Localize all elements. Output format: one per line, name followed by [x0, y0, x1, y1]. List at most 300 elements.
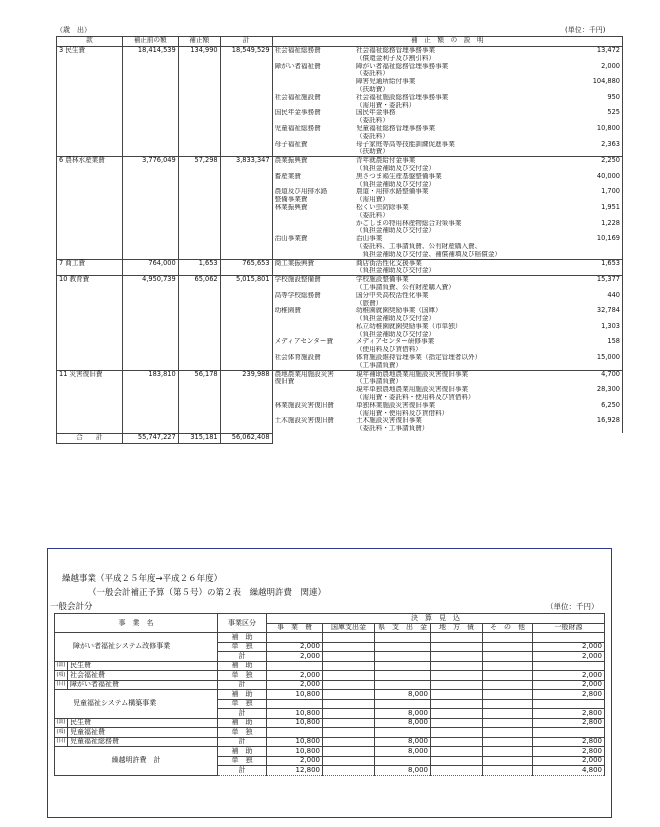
item-description: 青年就農給付金事業 — [355, 157, 416, 165]
item-category — [275, 394, 352, 402]
item-category — [275, 212, 352, 220]
total-sum: 56,062,408 — [220, 433, 272, 443]
item-amount: 2,250 — [601, 157, 620, 165]
class-text: 民生費 — [68, 661, 218, 671]
item-category — [275, 323, 352, 331]
kubun-label: 計 — [218, 737, 267, 747]
budget-row — [57, 259, 623, 276]
item-description: 体育施設維持管理事業（指定管理者以外） — [355, 354, 482, 362]
row-total: 5,015,801 — [220, 276, 272, 371]
value-cell: 8,000 — [375, 737, 431, 747]
item-amount: 4,700 — [601, 370, 620, 378]
item-category — [275, 220, 352, 228]
row-total: 18,549,529 — [220, 47, 272, 157]
value-cell — [375, 633, 431, 643]
value-cell — [431, 652, 483, 662]
item-category: 農地農業用施設災害 — [274, 370, 334, 378]
item-description: （需用費） — [355, 196, 389, 204]
item-description: （使用料及び賃借料） — [355, 346, 422, 354]
value-cell — [323, 642, 375, 652]
unit-label: (単位：千円) — [565, 26, 606, 34]
value-cell — [267, 728, 323, 738]
item-category — [275, 331, 352, 339]
item-description: （負担金補助及び交付金） — [355, 315, 436, 323]
item-category — [275, 267, 352, 275]
class-tag: (款) — [55, 718, 68, 728]
item-amount: 10,169 — [596, 235, 620, 243]
row-descriptions — [354, 47, 572, 157]
header-jigyo: 事 業 名 — [55, 614, 218, 633]
classification-row — [55, 661, 605, 671]
value-cell — [323, 690, 375, 700]
total-before: 55,747,227 — [122, 433, 178, 443]
item-category — [275, 284, 352, 292]
value-cell — [483, 756, 533, 766]
item-category — [275, 55, 352, 63]
header-col: そ の 他 — [483, 623, 533, 633]
item-category: 農業振興費 — [274, 157, 308, 165]
kubun-label: 補 助 — [218, 661, 267, 671]
class-tag: (目) — [55, 737, 68, 747]
kubun-label: 計 — [218, 680, 267, 690]
project-name: 児童福祉システム構築事業 — [55, 690, 218, 719]
item-category: 高等学校総務費 — [274, 291, 321, 299]
class-tag: (目) — [55, 680, 68, 690]
item-description: 社会福祉総務管理事務事業 — [355, 47, 436, 54]
carryover-title: 繰越事業（平成２５年度→平成２６年度） — [62, 574, 223, 584]
item-description: （委託料） — [355, 211, 389, 219]
item-description: 母子家庭等高等技能訓練促進事業 — [355, 140, 455, 148]
total-row — [57, 433, 623, 443]
value-cell: 10,800 — [267, 747, 323, 757]
kubun-label: 単 独 — [218, 728, 267, 738]
item-category — [275, 251, 352, 259]
item-description: （需用費・使用料及び賃借料） — [355, 409, 449, 417]
row-amounts — [572, 259, 623, 276]
budget-row — [57, 370, 623, 433]
value-cell — [323, 709, 375, 719]
item-amount: 6,250 — [601, 401, 620, 409]
item-amount — [574, 251, 620, 259]
value-cell — [323, 718, 375, 728]
row-categories — [272, 259, 354, 276]
value-cell — [375, 756, 431, 766]
item-amount — [574, 284, 620, 292]
item-category: 整備事業費 — [274, 196, 308, 204]
value-cell: 2,000 — [533, 652, 605, 662]
item-category: 土木施設災害復旧費 — [274, 417, 334, 425]
item-category: 復旧費 — [274, 378, 295, 386]
header-col: 県 支 出 金 — [375, 623, 431, 633]
value-cell — [431, 728, 483, 738]
value-cell — [483, 671, 533, 681]
item-category — [275, 133, 352, 141]
item-amount: 104,880 — [592, 78, 620, 86]
classification-row — [55, 671, 605, 681]
row-kan: 7 商工費 — [57, 259, 123, 276]
value-cell — [323, 680, 375, 690]
value-cell: 8,000 — [375, 747, 431, 757]
row-change: 65,062 — [178, 276, 220, 371]
item-description: 治山事業 — [355, 235, 383, 243]
row-before: 18,414,539 — [122, 47, 178, 157]
row-change: 56,178 — [178, 370, 220, 433]
item-category: 母子福祉費 — [274, 140, 308, 148]
value-cell — [533, 633, 605, 643]
item-category — [275, 346, 352, 354]
row-kan: 11 災害復旧費 — [57, 370, 123, 433]
value-cell — [375, 671, 431, 681]
row-amounts — [572, 370, 623, 433]
item-description: 負担金補助及び交付金、補償補填及び賠償金） — [355, 250, 502, 258]
row-categories — [272, 370, 354, 433]
value-cell — [483, 728, 533, 738]
item-amount — [574, 133, 620, 141]
item-amount — [574, 394, 620, 402]
project-row — [55, 690, 605, 700]
kubun-label: 単 独 — [218, 756, 267, 766]
value-cell — [431, 671, 483, 681]
item-category: 児童福祉総務費 — [274, 124, 321, 132]
item-amount — [574, 102, 620, 110]
item-amount — [574, 315, 620, 323]
item-category: 幼稚園費 — [274, 307, 301, 315]
budget-row — [57, 157, 623, 259]
item-amount — [574, 148, 620, 156]
value-cell — [323, 661, 375, 671]
item-description: （負担金補助及び交付金） — [355, 164, 436, 172]
item-description: 学校施設整備事業 — [355, 276, 409, 284]
item-amount — [574, 86, 620, 94]
item-amount — [574, 267, 620, 275]
value-cell — [483, 680, 533, 690]
value-cell — [431, 756, 483, 766]
item-amount: 28,300 — [596, 386, 620, 394]
item-description: （委託料・工事請負費） — [355, 425, 429, 433]
item-amount: 1,700 — [601, 188, 620, 196]
item-amount — [574, 227, 620, 235]
item-description: （負担金補助及び交付金） — [355, 267, 436, 275]
value-cell — [323, 699, 375, 709]
item-description: （委託料） — [355, 117, 389, 125]
item-description: （負担金補助及び交付金） — [355, 227, 436, 235]
item-amount: 2,363 — [601, 140, 620, 148]
expenditure-table — [56, 36, 623, 444]
value-cell — [483, 690, 533, 700]
header-description: 補 正 額 の 説 明 — [272, 37, 622, 47]
class-tag: (項) — [55, 728, 68, 738]
item-amount — [574, 410, 620, 418]
budget-row — [57, 276, 623, 371]
item-category — [275, 165, 352, 173]
value-cell: 2,800 — [533, 737, 605, 747]
row-kan: 3 民生費 — [57, 47, 123, 157]
row-total: 765,653 — [220, 259, 272, 276]
item-description: 土木施設災害復旧事業 — [355, 417, 422, 425]
value-cell — [323, 747, 375, 757]
value-cell: 2,800 — [533, 747, 605, 757]
item-amount: 2,000 — [601, 62, 620, 70]
item-description: 国民年金事務 — [355, 109, 396, 117]
item-description: かごしまの特用林産物総合対策事業 — [355, 219, 462, 227]
value-cell: 8,000 — [375, 690, 431, 700]
value-cell: 2,000 — [267, 680, 323, 690]
header-col: 国庫支出金 — [323, 623, 375, 633]
classification-row — [55, 680, 605, 690]
value-cell: 2,000 — [533, 671, 605, 681]
header-col: 一般財源 — [533, 623, 605, 633]
row-total: 239,988 — [220, 370, 272, 433]
value-cell — [533, 699, 605, 709]
row-amounts — [572, 276, 623, 371]
row-before: 3,776,049 — [122, 157, 178, 259]
item-amount — [574, 300, 620, 308]
header-kan: 款 — [57, 37, 123, 47]
value-cell: 10,800 — [267, 690, 323, 700]
item-description: （扶助費） — [355, 85, 389, 93]
value-cell — [375, 642, 431, 652]
carryover-subtitle: （一般会計補正予算（第５号）の第２表 繰越明許費 関連） — [88, 588, 327, 598]
value-cell: 2,000 — [533, 756, 605, 766]
row-kan: 10 教育費 — [57, 276, 123, 371]
item-description: 現年単独農地農業用施設災害復旧事業 — [355, 386, 469, 394]
item-amount: 1,228 — [601, 219, 620, 227]
item-amount: 13,472 — [596, 47, 620, 54]
item-category — [275, 117, 352, 125]
project-name: 障がい者福祉システム改修事業 — [55, 633, 218, 662]
value-cell — [483, 737, 533, 747]
header-col: 事 業 費 — [267, 623, 323, 633]
item-amount: 15,000 — [596, 354, 620, 362]
value-cell — [431, 699, 483, 709]
value-cell: 2,000 — [533, 680, 605, 690]
value-cell — [323, 633, 375, 643]
class-text: 児童福祉費 — [68, 728, 218, 738]
item-category — [275, 243, 352, 251]
value-cell — [267, 699, 323, 709]
carryover-header-row — [55, 614, 605, 624]
value-cell — [483, 661, 533, 671]
value-cell: 4,800 — [533, 766, 605, 776]
kubun-label: 補 助 — [218, 633, 267, 643]
value-cell: 10,800 — [267, 737, 323, 747]
item-amount: 10,800 — [596, 124, 620, 132]
row-categories — [272, 157, 354, 259]
item-category: 学校施設整備費 — [274, 276, 321, 284]
carryover-total-row — [55, 747, 605, 757]
row-before: 764,000 — [122, 259, 178, 276]
item-category — [275, 86, 352, 94]
row-descriptions — [354, 259, 572, 276]
item-description: （工事請負費） — [355, 378, 403, 386]
carryover-unit: （単位：千円） — [546, 602, 599, 611]
item-category — [275, 300, 352, 308]
value-cell — [431, 709, 483, 719]
kubun-label: 補 助 — [218, 690, 267, 700]
value-cell: 8,000 — [375, 766, 431, 776]
value-cell: 8,000 — [375, 718, 431, 728]
row-descriptions — [354, 276, 572, 371]
item-description: （需用費・委託料・使用料及び賃借料） — [355, 394, 475, 402]
item-description: （需用費・委託料） — [355, 101, 416, 109]
value-cell — [375, 680, 431, 690]
budget-row — [57, 47, 623, 157]
item-category: 商工業振興費 — [274, 259, 315, 267]
item-description: 農道・用排水路整備事業 — [355, 188, 429, 196]
item-description: 松くい虫防除事業 — [355, 203, 409, 211]
value-cell: 2,800 — [533, 718, 605, 728]
item-amount: 40,000 — [596, 172, 620, 180]
value-cell: 2,000 — [267, 642, 323, 652]
value-cell: 10,800 — [267, 709, 323, 719]
item-amount — [574, 362, 620, 370]
item-description: 児童福祉総務管理事務事業 — [355, 124, 436, 132]
item-amount — [574, 346, 620, 354]
item-description: （旅費） — [355, 299, 383, 307]
value-cell: 2,000 — [267, 671, 323, 681]
value-cell: 2,800 — [533, 709, 605, 719]
item-description: （委託料、工事請負費、公有財産購入費、 — [355, 242, 482, 250]
kubun-label: 単 独 — [218, 699, 267, 709]
item-description: （工事請負費） — [355, 361, 403, 369]
item-category: 林業振興費 — [274, 203, 308, 211]
item-category — [275, 70, 352, 78]
item-category — [275, 362, 352, 370]
value-cell: 8,000 — [375, 709, 431, 719]
item-description: 幼稚園就園奨励事業（国庫） — [355, 307, 442, 315]
item-amount: 15,377 — [596, 276, 620, 284]
classification-row — [55, 728, 605, 738]
item-category — [275, 410, 352, 418]
item-amount — [574, 243, 620, 251]
item-description: （委託料） — [355, 132, 389, 140]
item-category: 社会福祉施設費 — [274, 93, 321, 101]
item-amount — [574, 70, 620, 78]
value-cell — [483, 766, 533, 776]
total-change: 315,181 — [178, 433, 220, 443]
row-amounts — [572, 47, 623, 157]
row-change: 57,298 — [178, 157, 220, 259]
value-cell — [375, 661, 431, 671]
kubun-label: 計 — [218, 766, 267, 776]
item-amount: 16,928 — [596, 417, 620, 425]
item-category: 農道及び用排水路 — [274, 188, 328, 196]
row-descriptions — [354, 370, 572, 433]
item-amount: 1,303 — [601, 322, 620, 330]
value-cell — [483, 718, 533, 728]
item-description: 単独林業施設災害復旧事業 — [355, 401, 436, 409]
kubun-label: 計 — [218, 709, 267, 719]
expenditure-body — [57, 47, 623, 434]
header-total: 計 — [220, 37, 272, 47]
item-amount: 525 — [607, 109, 620, 117]
item-category — [275, 78, 352, 86]
total-label: 合 計 — [57, 433, 123, 443]
item-description: 私立幼稚園就園奨励事業（市単独） — [355, 322, 462, 330]
row-categories — [272, 47, 354, 157]
value-cell: 2,000 — [533, 642, 605, 652]
item-amount — [574, 55, 620, 63]
value-cell — [375, 699, 431, 709]
item-category — [275, 386, 352, 394]
item-description: 国分中央高校活性化事業 — [355, 291, 429, 299]
item-amount — [574, 165, 620, 173]
item-amount — [574, 196, 620, 204]
item-category: 社会福祉総務費 — [274, 47, 321, 54]
row-before: 4,950,739 — [122, 276, 178, 371]
item-amount — [574, 378, 620, 386]
classification-row — [55, 718, 605, 728]
value-cell — [323, 728, 375, 738]
item-description: （扶助費） — [355, 148, 389, 156]
header-change: 補正額 — [178, 37, 220, 47]
header-before: 補正前の額 — [122, 37, 178, 47]
value-cell — [483, 709, 533, 719]
item-category — [275, 425, 352, 433]
item-description: 障がい者福祉総務管理事務事業 — [355, 62, 449, 70]
row-change: 1,653 — [178, 259, 220, 276]
item-amount: 32,784 — [596, 307, 620, 315]
item-category — [275, 181, 352, 189]
class-text: 社会福祉費 — [68, 671, 218, 681]
class-tag: (款) — [55, 661, 68, 671]
item-amount: 440 — [607, 291, 620, 299]
value-cell — [533, 661, 605, 671]
item-amount — [574, 331, 620, 339]
value-cell — [431, 642, 483, 652]
item-description: 黒さつま鶏生産基盤整備事業 — [355, 172, 442, 180]
item-category: 林業施設災害復旧費 — [274, 401, 334, 409]
row-total: 3,833,347 — [220, 157, 272, 259]
account-label: 一般会計分 — [50, 602, 93, 612]
item-category: 障がい者福祉費 — [274, 62, 321, 70]
value-cell — [267, 661, 323, 671]
value-cell — [323, 737, 375, 747]
item-amount — [574, 181, 620, 189]
value-cell — [431, 718, 483, 728]
item-amount: 158 — [607, 338, 620, 346]
row-descriptions — [354, 157, 572, 259]
section-label: （歳 出） — [56, 26, 91, 34]
carryover-total-label: 繰越明許費 計 — [55, 747, 218, 776]
item-amount: 1,653 — [601, 259, 620, 267]
kubun-label: 補 助 — [218, 718, 267, 728]
item-category: メディアセンター費 — [274, 338, 334, 346]
item-description: （委託料） — [355, 70, 389, 78]
item-category — [275, 148, 352, 156]
item-description: （工事請負費、公有財産購入費） — [355, 283, 455, 291]
value-cell: 2,800 — [533, 690, 605, 700]
header-col: 地 方 債 — [431, 623, 483, 633]
value-cell — [483, 699, 533, 709]
value-cell — [431, 690, 483, 700]
item-category — [275, 315, 352, 323]
item-description: （負担金補助及び交付金） — [355, 180, 436, 188]
value-cell — [483, 652, 533, 662]
value-cell: 10,800 — [267, 718, 323, 728]
value-cell — [267, 633, 323, 643]
value-cell — [483, 642, 533, 652]
item-amount — [574, 212, 620, 220]
project-row — [55, 633, 605, 643]
value-cell — [483, 747, 533, 757]
value-cell — [431, 737, 483, 747]
item-description: メディアセンター研修事業 — [355, 338, 435, 346]
value-cell — [323, 652, 375, 662]
class-text: 児童福祉総務費 — [68, 737, 218, 747]
item-description: 商店街活性化支援事業 — [355, 259, 422, 267]
value-cell — [533, 728, 605, 738]
